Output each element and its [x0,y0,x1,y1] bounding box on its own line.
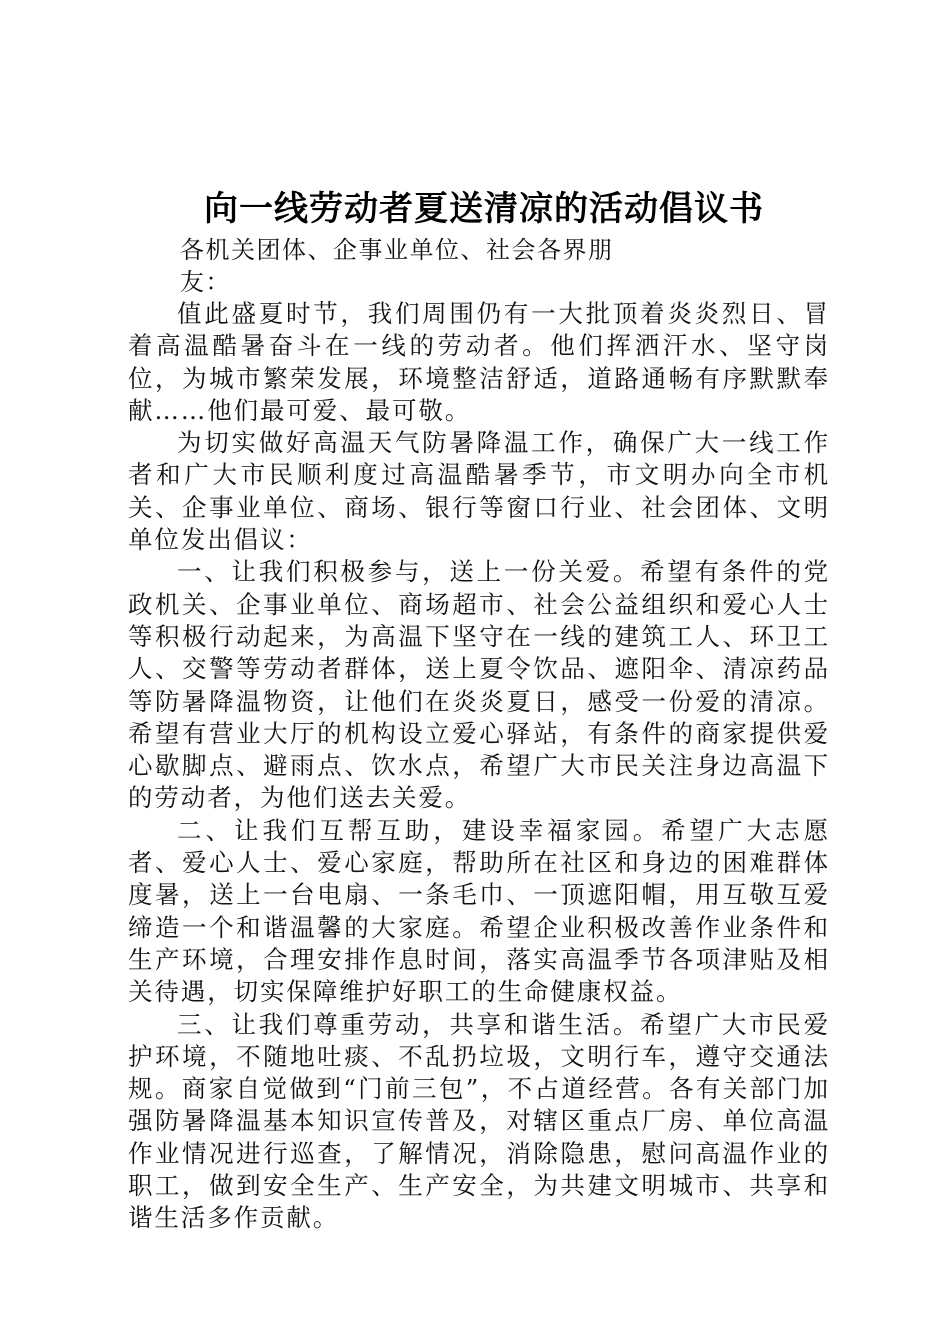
paragraph-intro: 值此盛夏时节，我们周围仍有一大批顶着炎炎烈日、冒着高温酷暑奋斗在一线的劳动者。他们挥洒汗水、坚守岗位，为城市繁荣发展，环境整洁舒适，道路通畅有序默默奉献……他们最可爱、最可敬。 [128,299,830,425]
document-page [128,184,830,1235]
paragraph-point-one: 一、让我们积极参与，送上一份关爱。希望有条件的党政机关、企事业单位、商场超市、社会公益组织和爱心人士等积极行动起来，为高温下坚守在一线的建筑工人、环卫工人、交警等劳动者群体，送上夏令饮品、遮阳伞、清凉药品等防暑降温物资，让他们在炎炎夏日，感受一份爱的清凉。希望有营业大厅的机构设立爱心驿站，有条件的商家提供爱心歇脚点、避雨点、饮水点，希望广大市民关注身边高温下的劳动者，为他们送去关爱。 [128,557,830,813]
paragraph-initiative: 为切实做好高温天气防暑降温工作，确保广大一线工作者和广大市民顺利度过高温酷暑季节，市文明办向全市机关、企事业单位、商场、银行等窗口行业、社会团体、文明单位发出倡议： [128,428,830,555]
document-title: 向一线劳动者夏送清凉的活动倡议书 [204,189,764,229]
paragraph-point-three: 三、让我们尊重劳动，共享和谐生活。希望广大市民爱护环境，不随地吐痰、不乱扔垃圾，文明行车，遵守交通法规。商家自觉做到“门前三包”，不占道经营。各有关部门加强防暑降温基本知识宣传普及，对辖区重点厂房、单位高温作业情况进行巡查，了解情况，消除隐患，慰问高温作业的职工，做到安全生产、生产安全，为共建文明城市、共享和谐生活多作贡献。 [128,1009,830,1233]
salutation: 各机关团体、企事业单位、社会各界朋友： [180,236,614,296]
paragraph-point-two: 二、让我们互帮互助，建设幸福家园。希望广大志愿者、爱心人士、爱心家庭，帮助所在社区和身边的困难群体度暑，送上一台电扇、一条毛巾、一顶遮阳帽，用互敬互爱缔造一个和谐温馨的大家庭。希望企业积极改善作业条件和生产环境，合理安排作息时间，落实高温季节各项津贴及相关待遇，切实保障维护好职工的生命健康权益。 [128,815,830,1007]
